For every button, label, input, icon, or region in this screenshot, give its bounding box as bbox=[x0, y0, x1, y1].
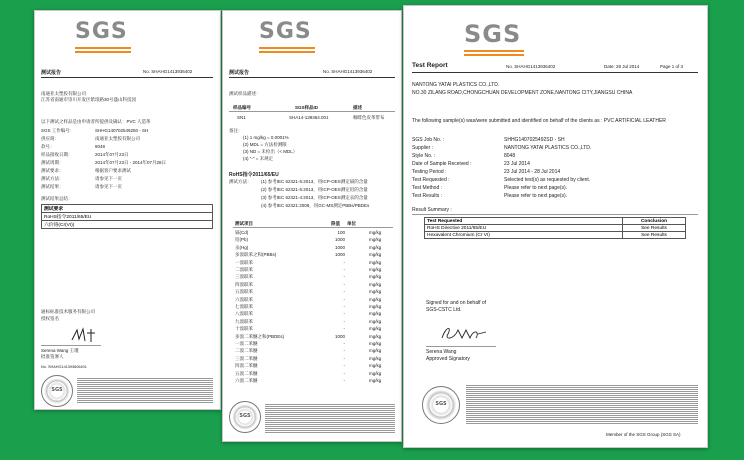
result-unit: mg/kg bbox=[369, 259, 382, 265]
result-limit: - bbox=[343, 296, 345, 302]
result-unit: mg/kg bbox=[369, 363, 382, 369]
sgs-seal: SGS bbox=[41, 375, 73, 407]
result-unit: mg/kg bbox=[369, 244, 382, 250]
footer-number: No. SHAHG141393606401 bbox=[41, 365, 87, 369]
table-cell: RoHS Directive 2011/65/EU bbox=[425, 225, 623, 232]
field-label: Testing Period : bbox=[412, 169, 447, 175]
result-item: 三溴联苯 bbox=[235, 274, 253, 280]
report-page-chinese-cover bbox=[34, 10, 221, 410]
sample-cell: 咖啡色皮革带布 bbox=[353, 115, 385, 120]
result-limit: - bbox=[343, 267, 345, 272]
result-limit: - bbox=[343, 259, 345, 265]
result-unit: mg/kg bbox=[369, 281, 382, 287]
field-value: 23 Jul 2014 bbox=[504, 161, 530, 167]
client-name: 南通亚太塑胶有限公司 bbox=[41, 91, 86, 96]
field-value: 23 Jul 2014 - 28 Jul 2014 bbox=[504, 169, 561, 175]
result-limit: 1000 bbox=[334, 252, 345, 258]
result-item: 二溴二苯醚 bbox=[235, 348, 258, 354]
report-page-english-cover bbox=[403, 5, 708, 448]
result-unit: mg/kg bbox=[369, 311, 382, 317]
method-item: (3) 参考IEC 62321-4:2013，用ICP-OES测定汞的含量 bbox=[261, 195, 368, 200]
result-col-header: 单位 bbox=[347, 221, 356, 226]
field-value: 8048 bbox=[95, 144, 106, 149]
signer-name: Serena Wang 王瑾 bbox=[41, 348, 79, 353]
table-header: 测试要求 bbox=[42, 205, 213, 213]
result-col-header: 测试项目 bbox=[235, 221, 253, 226]
sgs-logo: SGS bbox=[75, 19, 128, 44]
rohs-heading: RoHS指令2011/65/EU bbox=[229, 172, 279, 178]
result-limit: - bbox=[343, 311, 345, 317]
result-unit: mg/kg bbox=[369, 267, 382, 272]
sgs-logo-bars bbox=[259, 47, 315, 55]
client-name: NANTONG YATAI PLASTICS CO.,LTD. bbox=[412, 82, 500, 88]
result-item: 汞(Hg) bbox=[235, 244, 249, 250]
result-item: 五溴联苯 bbox=[235, 289, 253, 295]
field-label: 款号： bbox=[41, 144, 55, 149]
signer-title: 批准签署人 bbox=[41, 354, 64, 359]
table-rule bbox=[229, 111, 395, 112]
client-address: 江苏省南通市崇川开发区紫琅路30号盛山科技园 bbox=[41, 97, 137, 102]
result-item: 八溴联苯 bbox=[235, 311, 253, 317]
signature-image bbox=[438, 322, 488, 344]
result-item: 四溴二苯醚 bbox=[235, 363, 258, 369]
client-address: NO.30 ZILANG ROAD,CHONGCHUAN DEVELOPMENT ZONE,NANTONG CITY,JIANGSU CHINA bbox=[412, 90, 633, 96]
table-header: Conclusion bbox=[623, 218, 686, 225]
result-unit: mg/kg bbox=[369, 289, 382, 295]
note-item: (4) "-" = 未规定 bbox=[243, 156, 274, 161]
field-value: 2014年07月23日 bbox=[95, 152, 129, 157]
table-cell: See Results bbox=[623, 232, 686, 239]
field-label: Style No. : bbox=[412, 153, 436, 159]
result-limit: - bbox=[343, 341, 345, 346]
result-limit: - bbox=[343, 289, 345, 295]
note-item: (1) 1 mg/kg = 0.0001% bbox=[243, 135, 289, 140]
header-rule bbox=[41, 77, 213, 78]
result-limit: 100 bbox=[337, 230, 345, 235]
table-row: 六价铬(Cr(VI)) bbox=[42, 221, 213, 229]
result-item: 七溴联苯 bbox=[235, 304, 253, 309]
result-unit: mg/kg bbox=[369, 333, 382, 339]
result-col-header: 限值 bbox=[331, 221, 340, 226]
result-item: 一溴二苯醚 bbox=[235, 341, 258, 346]
col-header: 描述 bbox=[353, 105, 362, 110]
col-header: SGS样品ID bbox=[295, 105, 319, 110]
report-number: No. SHAHG1413936402 bbox=[323, 69, 373, 74]
sample-cell: SN1 bbox=[237, 115, 246, 120]
table-cell: See Results bbox=[623, 225, 686, 232]
field-value: NANTONG YATAI PLASTICS CO.,LTD. bbox=[504, 145, 592, 151]
result-unit: mg/kg bbox=[369, 252, 382, 258]
result-unit: mg/kg bbox=[369, 341, 382, 346]
field-value: SHHG1407025492SD - SH bbox=[504, 137, 565, 143]
field-label: 测试结果： bbox=[41, 184, 64, 189]
signature-rule bbox=[41, 345, 101, 346]
result-limit: - bbox=[343, 363, 345, 369]
result-unit: mg/kg bbox=[369, 378, 382, 383]
result-unit: mg/kg bbox=[369, 304, 382, 309]
method-item: (2) 参考IEC 62321-5:2013，用ICP-OES测定铅的含量 bbox=[261, 187, 368, 192]
signature-rule bbox=[426, 346, 496, 347]
result-item: 六溴二苯醚 bbox=[235, 378, 258, 383]
result-unit: mg/kg bbox=[369, 318, 382, 324]
company-name: SGS-CSTC Ltd. bbox=[426, 307, 462, 313]
field-label: Date of Sample Received : bbox=[412, 161, 472, 167]
result-unit: mg/kg bbox=[369, 370, 382, 376]
report-number: No. SHAHG1413936402 bbox=[506, 64, 556, 69]
sgs-logo-bars bbox=[464, 50, 524, 58]
result-limit: - bbox=[343, 304, 345, 309]
field-label: SGS Job No. : bbox=[412, 137, 444, 143]
result-limit: - bbox=[343, 355, 345, 361]
section-label: 测试样品描述： bbox=[229, 91, 261, 96]
result-item: 多溴二苯醚之和(PBDEs) bbox=[235, 333, 285, 339]
page-title: 测试报告 bbox=[229, 70, 250, 76]
result-unit: mg/kg bbox=[369, 237, 382, 243]
method-label: 测试方法： bbox=[229, 179, 252, 184]
result-table bbox=[424, 217, 686, 239]
field-label: 测试方法： bbox=[41, 176, 64, 181]
result-item: 三溴二苯醚 bbox=[235, 355, 258, 361]
field-value: Selected test(s) as requested by client. bbox=[504, 177, 591, 183]
result-item: 一溴联苯 bbox=[235, 259, 253, 265]
sgs-seal: SGS bbox=[229, 401, 261, 433]
result-unit: mg/kg bbox=[369, 230, 382, 235]
header-rule bbox=[412, 72, 698, 73]
summary-label: 测试结果总结： bbox=[41, 196, 73, 201]
field-value: 请参见下一页 bbox=[95, 184, 122, 189]
result-item: 十溴联苯 bbox=[235, 326, 253, 332]
results-rule bbox=[233, 227, 393, 228]
field-label: Supplier : bbox=[412, 145, 434, 151]
field-label: Test Method : bbox=[412, 185, 443, 191]
result-limit: - bbox=[343, 370, 345, 376]
signer-name: Serena Wang bbox=[426, 349, 457, 355]
notes-label: 备注： bbox=[229, 128, 243, 133]
result-item: 六溴联苯 bbox=[235, 296, 253, 302]
result-limit: 1000 bbox=[334, 244, 345, 250]
signed-sub: 授权签名 bbox=[41, 316, 59, 321]
sgs-logo: SGS bbox=[259, 19, 312, 44]
fine-print bbox=[77, 377, 213, 403]
result-item: 多溴联苯之和(PBBs) bbox=[235, 252, 277, 258]
field-value: 根据客户要求测试 bbox=[95, 168, 131, 173]
note-item: (3) ND = 未检出（< MDL） bbox=[243, 149, 298, 154]
fine-print bbox=[265, 403, 395, 433]
signed-for: Signed for and on behalf of bbox=[426, 300, 487, 306]
field-label: Test Results : bbox=[412, 193, 443, 199]
result-limit: - bbox=[343, 378, 345, 383]
table-header: Test Requested bbox=[425, 218, 623, 225]
result-item: 五溴二苯醚 bbox=[235, 370, 258, 376]
page-title: 测试报告 bbox=[41, 70, 62, 76]
col-header: 样品编号 bbox=[233, 105, 251, 110]
field-value: 2014年07月23日 - 2014年07月28日 bbox=[95, 160, 167, 165]
field-value: Please refer to next page(s). bbox=[504, 185, 568, 191]
intro-text: The following sample(s) was/were submitted and identified on behalf of the clients as : PVC ARTIFICIAL LEATHER bbox=[412, 118, 666, 124]
result-unit: mg/kg bbox=[369, 296, 382, 302]
signed-for: 通标标准技术服务有限公司 bbox=[41, 309, 95, 314]
report-number: No. SHAHG1413936402 bbox=[143, 69, 193, 74]
result-limit: 1000 bbox=[334, 237, 345, 243]
header-rule bbox=[229, 77, 395, 78]
field-label: Test Requested : bbox=[412, 177, 450, 183]
field-label: 供应商： bbox=[41, 136, 59, 141]
field-value: 南通亚太塑胶有限公司 bbox=[95, 136, 140, 141]
field-label: 测试周期： bbox=[41, 160, 64, 165]
sgs-logo-bars bbox=[75, 47, 131, 55]
result-limit: - bbox=[343, 318, 345, 324]
method-item: (1) 参考IEC 62321-5:2013，用ICP-OES测定镉的含量 bbox=[261, 179, 368, 184]
report-date: Date: 28 Jul 2014 bbox=[604, 64, 640, 69]
result-unit: mg/kg bbox=[369, 355, 382, 361]
page-number: Page 1 of 3 bbox=[660, 64, 684, 69]
table-row: RoHS指令2011/65/EU bbox=[42, 213, 213, 221]
field-label: 样品接收日期： bbox=[41, 152, 73, 157]
field-value: 8048 bbox=[504, 153, 516, 159]
summary-label: Result Summary : bbox=[412, 207, 452, 213]
summary-rule bbox=[412, 214, 698, 215]
signature-image bbox=[69, 325, 99, 345]
footer-text: Member of the SGS Group (SGS SA) bbox=[606, 432, 681, 437]
result-item: 镉(Cd) bbox=[235, 230, 249, 235]
table-cell: Hexavalent Chromium (Cr VI) bbox=[425, 232, 623, 239]
method-item: (4) 参考IEC 62321:2008，用GC-MS测定PBBs/PBDEs bbox=[261, 203, 370, 208]
page-title: Test Report bbox=[412, 62, 448, 69]
sample-cell: SHA14-139364.001 bbox=[289, 115, 329, 120]
result-limit: 1000 bbox=[334, 333, 345, 339]
result-limit: - bbox=[343, 326, 345, 332]
result-item: 四溴联苯 bbox=[235, 281, 253, 287]
field-label: 测试要求： bbox=[41, 168, 64, 173]
report-page-chinese-results bbox=[222, 10, 402, 442]
note-item: (2) MDL = 方法检测限 bbox=[243, 142, 287, 147]
result-limit: - bbox=[343, 348, 345, 354]
result-unit: mg/kg bbox=[369, 326, 382, 332]
sgs-seal: SGS bbox=[422, 386, 460, 424]
result-unit: mg/kg bbox=[369, 348, 382, 354]
result-limit: - bbox=[343, 274, 345, 280]
field-value: SHHG140702549250 - SH bbox=[95, 128, 149, 133]
result-item: 二溴联苯 bbox=[235, 267, 253, 272]
result-item: 九溴联苯 bbox=[235, 318, 253, 324]
field-value: 请参见下一页 bbox=[95, 176, 122, 181]
signer-title: Approved Signatory bbox=[426, 356, 470, 362]
sgs-logo: SGS bbox=[464, 20, 522, 48]
intro-text: 以下测试之样品是由申请者所提供及确认：PVC 人造革 bbox=[41, 119, 151, 124]
result-unit: mg/kg bbox=[369, 274, 382, 280]
field-label: SGS 工作编号： bbox=[41, 128, 75, 133]
fine-print bbox=[466, 384, 698, 424]
result-limit: - bbox=[343, 281, 345, 287]
result-item: 铅(Pb) bbox=[235, 237, 249, 243]
field-value: Please refer to next page(s). bbox=[504, 193, 568, 199]
result-table bbox=[41, 204, 213, 229]
